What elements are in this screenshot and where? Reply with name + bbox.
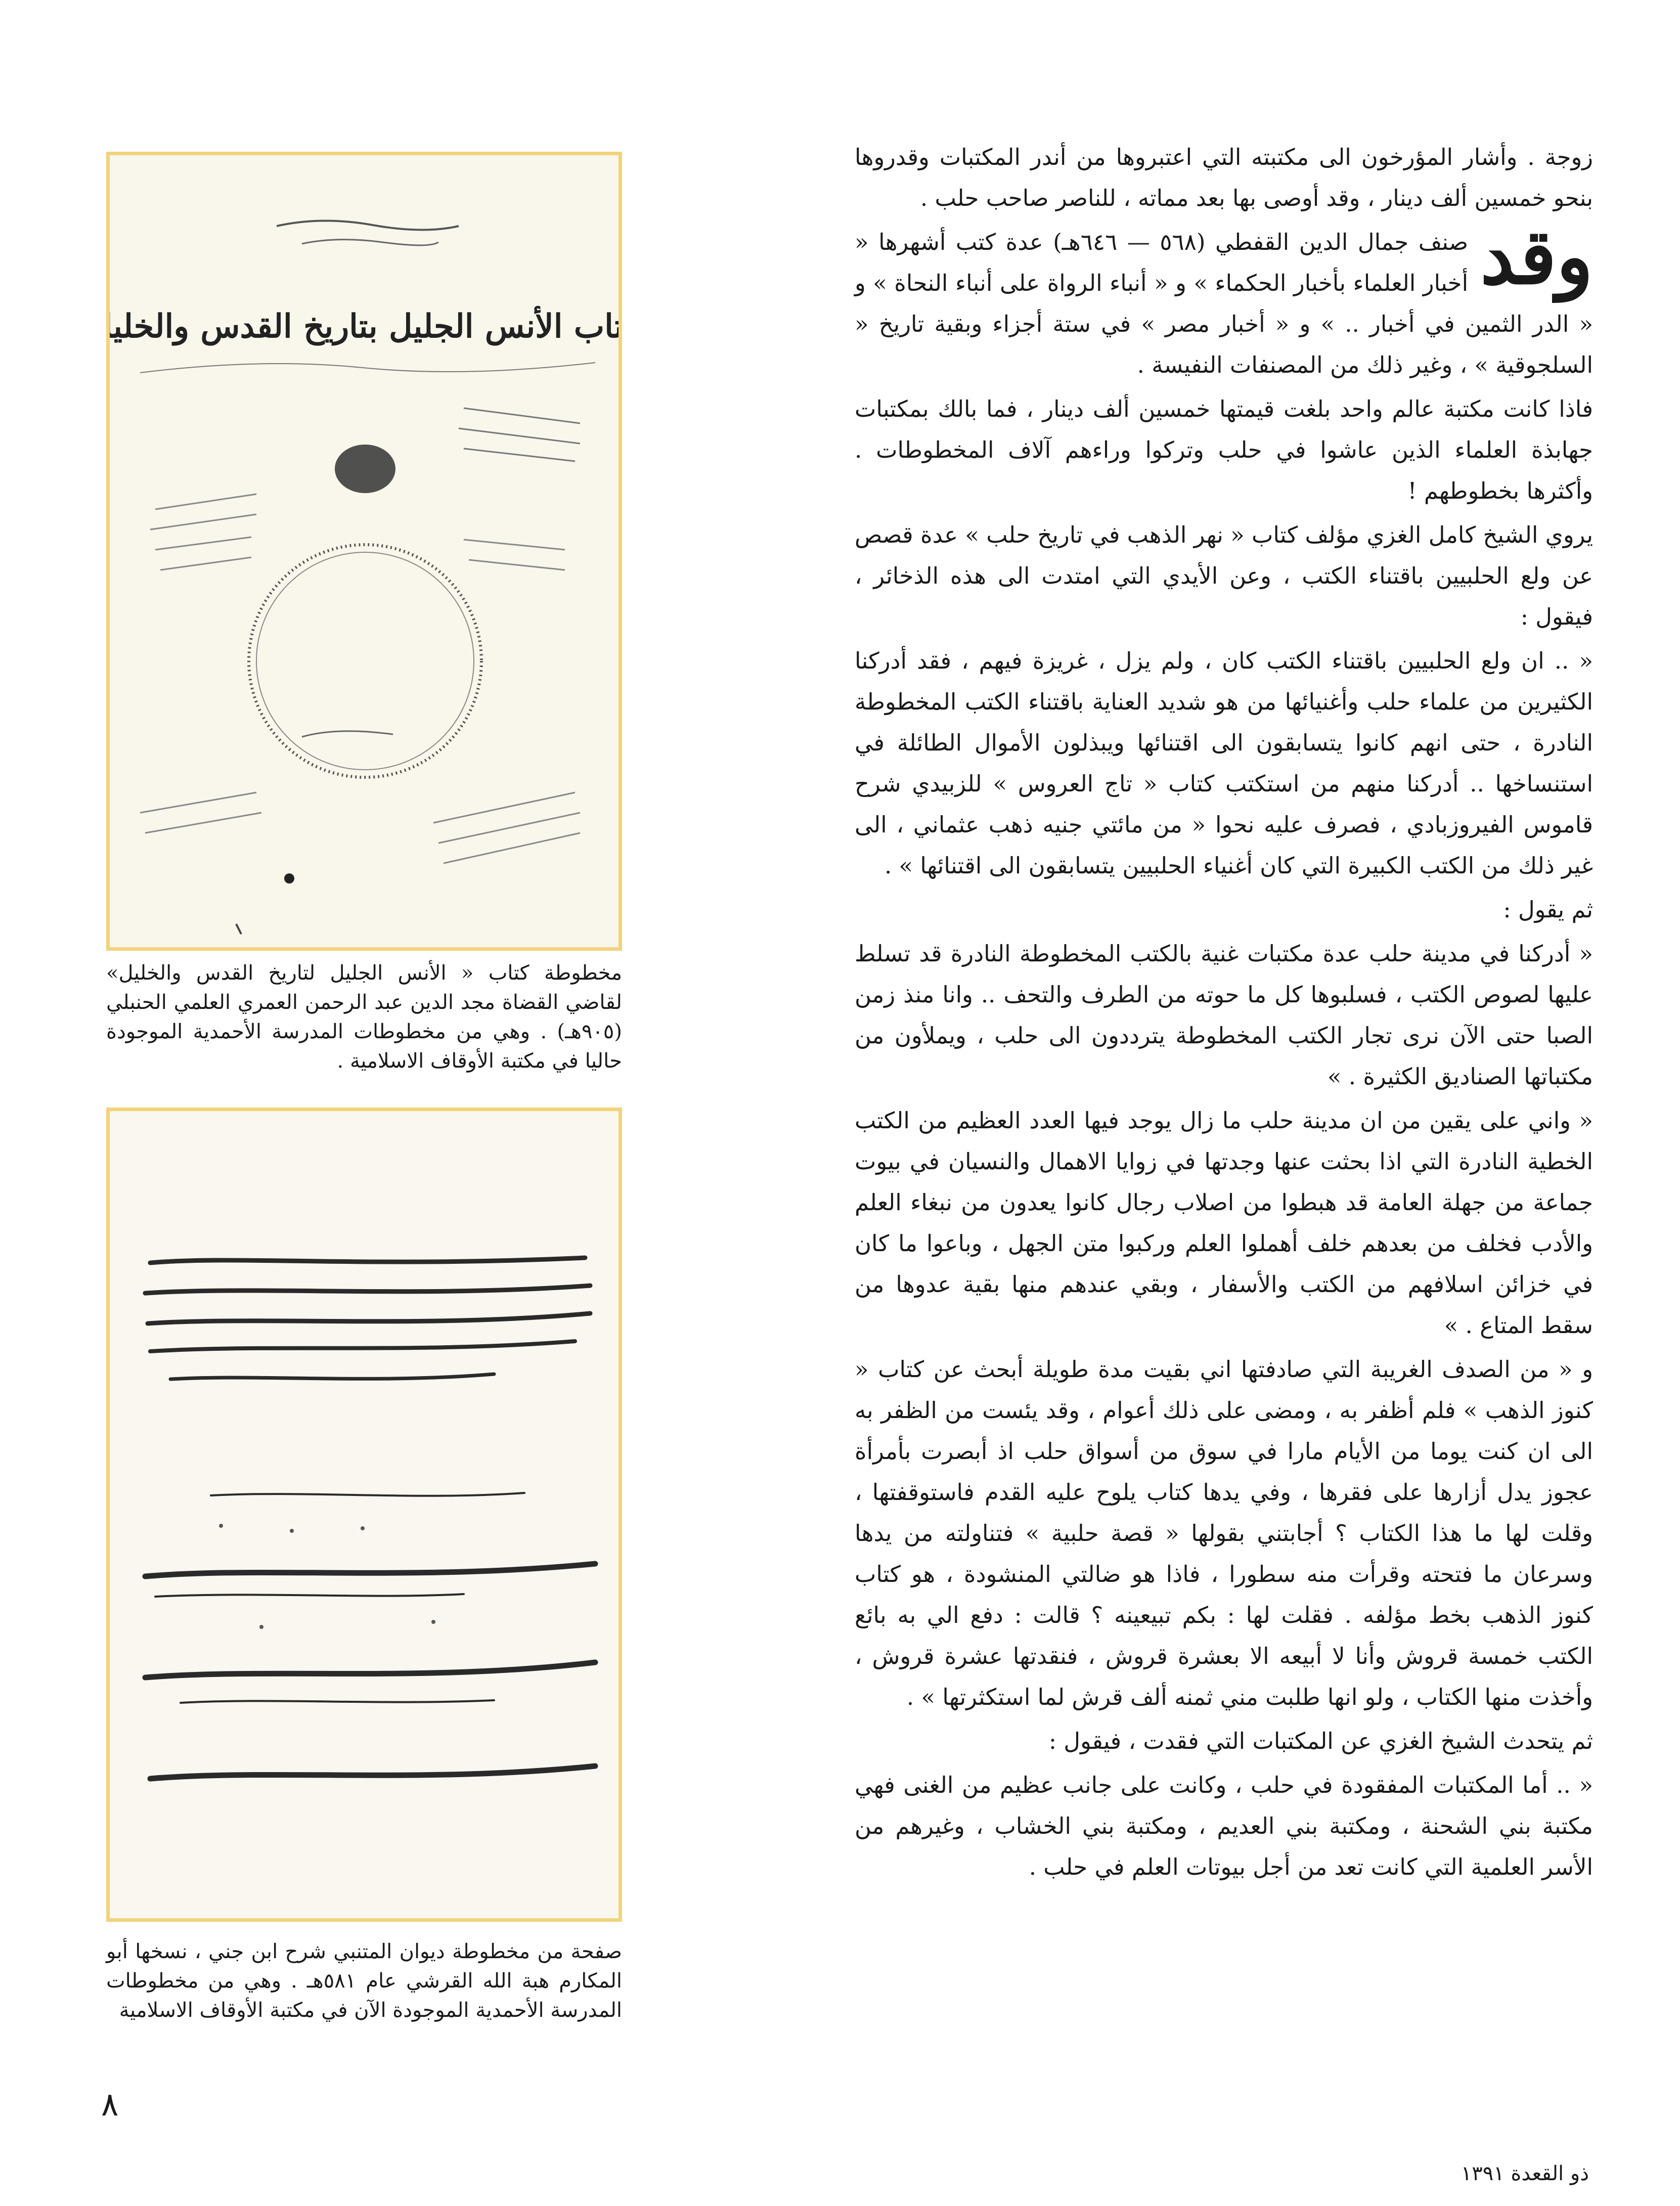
article-paragraph-10: ثم يتحدث الشيخ الغزي عن المكتبات التي فقدت ، فيقول : <box>1048 1728 1593 1754</box>
manuscript-image-anis <box>106 152 622 951</box>
caption-manuscript-anis: مخطوطة كتاب « الأنس الجليل لتاريخ القدس والخليل» لقاضي القضاة مجد الدين عبد الرحمن العمري العلمي الحنبلي (٩٠٥هـ) . وهي من مخطوطات المدرسة الأحمدية الموجودة حاليا في مكتبة الأوقاف الاسلامية . <box>106 961 622 1073</box>
manuscript-title-page-illustration <box>110 155 618 947</box>
article-paragraph-8: « واني على يقين من ان مدينة حلب ما زال يوجد فيها العدد العظيم من الكتب الخطية النادرة التي اذا بحثت عنها وجدتها في زوايا الاهمال والنسيان في بيوت جماعة من جهلة العامة قد هبطوا من اصلاب رجال كانوا يعدون من نبغاء العلم والأدب فخلف من بعدهم خلف أهملوا العلم وركبوا متن الجهل ، وباعوا ما كان في خزائن اسلافهم من الكتب والأسفار ، وبقي عندهم منها بقية عدوها من سقط المتاع . » <box>855 1107 1593 1339</box>
manuscript-title-calligraphy: كتاب الأنس الجليل بتاريخ القدس والخليل <box>110 307 618 345</box>
manuscript-page-illustration <box>110 1111 618 1918</box>
article-paragraph-9: و « من الصدف الغريبة التي صادفتها اني بقيت مدة طويلة أبحث عن كتاب « كنوز الذهب » فلم أظفر به ، ومضى على ذلك أعوام ، وقد يئست من الظفر به الى ان كنت يوما من الأيام مارا في سوق من أسواق حلب اذ أبصرت بأمرأة عجوز يدل أزارها على فقرها ، وفي يدها كتاب يلوح عليه القدم فاستوقفتها ، وقلت لها ما هذا الكتاب ؟ أجابتني بقولها « قصة حلبية » فتناولته من يدها وسرعان ما فتحته وقرأت منه سطورا ، فاذا هو ضالتي المنشودة ، هو كتاب كنوز الذهب بخط مؤلفه . فقلت لها : بكم تبيعينه ؟ قالت : دفع الي به بائع الكتب خمسة قروش وأنا لا أبيعه الا بعشرة قروش ، فنقدتها عشرة قروش ، وأخذت منها الكتاب ، ولو انها طلبت مني ثمنه ألف قرش لما استكثرتها » . <box>855 1356 1593 1710</box>
article-paragraph-11: « .. أما المكتبات المفقودة في حلب ، وكانت على جانب عظيم من الغنى فهي مكتبة بني الشحنة ، ومكتبة بني العديم ، ومكتبة بني الخشاب ، وغيرهم من الأسر العلمية التي كانت تعد من أجل بيوتات العلم في حلب . <box>855 1772 1593 1880</box>
manuscript-image-mutanabbi <box>106 1108 622 1922</box>
article-paragraph-2: وقد صنف جمال الدين القفطي (٥٦٨ — ٦٤٦هـ) عدة كتب أشهرها « أخبار العلماء بأخبار الحكماء » و « أنباء الرواة على أنباء النحاة » و « الدر الثمين في أخبار .. » و « أخبار مصر » في ستة أجزاء وبقية تاريخ « السلجوقية » ، وغير ذلك من المصنفات النفيسة . <box>855 212 1593 378</box>
article-body <box>855 137 1593 1890</box>
caption-manuscript-mutanabbi: صفحة من مخطوطة ديوان المتنبي شرح ابن جني ، نسخها أبو المكارم هبة الله القرشي عام ٥٨١هـ . وهي من مخطوطات المدرسة الأحمدية الموجودة الآن في مكتبة الأوقاف الاسلامية <box>106 1940 622 2022</box>
article-paragraph-6: ثم يقول : <box>1503 896 1593 923</box>
article-paragraph-1: زوجة . وأشار المؤرخون الى مكتبته التي اعتبروها من أندر المكتبات وقدروها بنحو خمسين ألف دينار ، وقد أوصى بها بعد مماته ، للناصر صاحب حلب . <box>855 144 1593 211</box>
article-paragraph-7: « أدركنا في مدينة حلب عدة مكتبات غنية بالكتب المخطوطة النادرة قد تسلط عليها لصوص الكتب ، فسلبوها كل ما حوته من الطرف والتحف .. وانا منذ زمن الصبا حتى الآن نرى تجار الكتب المخطوطة يترددون الى حلب ، ويملأون من مكتباتها الصناديق الكثيرة . » <box>855 940 1593 1090</box>
article-paragraph-3: فاذا كانت مكتبة عالم واحد بلغت قيمتها خمسين ألف دينار ، فما بالك بمكتبات جهابذة العلماء الذين عاشوا في حلب وتركوا وراءهم آلاف المخطوطات . وأكثرها بخطوطهم ! <box>855 395 1593 504</box>
issue-date: ذو القعدة ١٣٩١ <box>1461 2162 1589 2185</box>
article-paragraph-4: يروي الشيخ كامل الغزي مؤلف كتاب « نهر الذهب في تاريخ حلب » عدة قصص عن ولع الحلبيين باقتناء الكتب ، وعن الأيدي التي امتدت الى هذه الذخائر ، فيقول : <box>855 521 1593 630</box>
page-number: ٨ <box>101 2086 119 2124</box>
dropcap: وقد <box>1480 212 1593 301</box>
article-paragraph-5: « .. ان ولع الحلبيين باقتناء الكتب كان ، ولم يزل ، غريزة فيهم ، فقد أدركنا الكثيرين من علماء حلب وأغنيائها من هو شديد العناية باقتناء الكتب المخطوطة النادرة ، حتى انهم كانوا يتسابقون الى اقتنائها ويبذلون الأموال الطائلة في استنساخها .. أدركنا منهم من استكتب كتاب « تاج العروس » للزبيدي شرح قاموس الفيروزبادي ، فصرف عليه نحوا « من مائتي جنيه ذهب عثماني ، الى غير ذلك من الكتب الكبيرة التي كان أغنياء الحلبيين يتسابقون الى اقتنائها » . <box>855 647 1593 879</box>
